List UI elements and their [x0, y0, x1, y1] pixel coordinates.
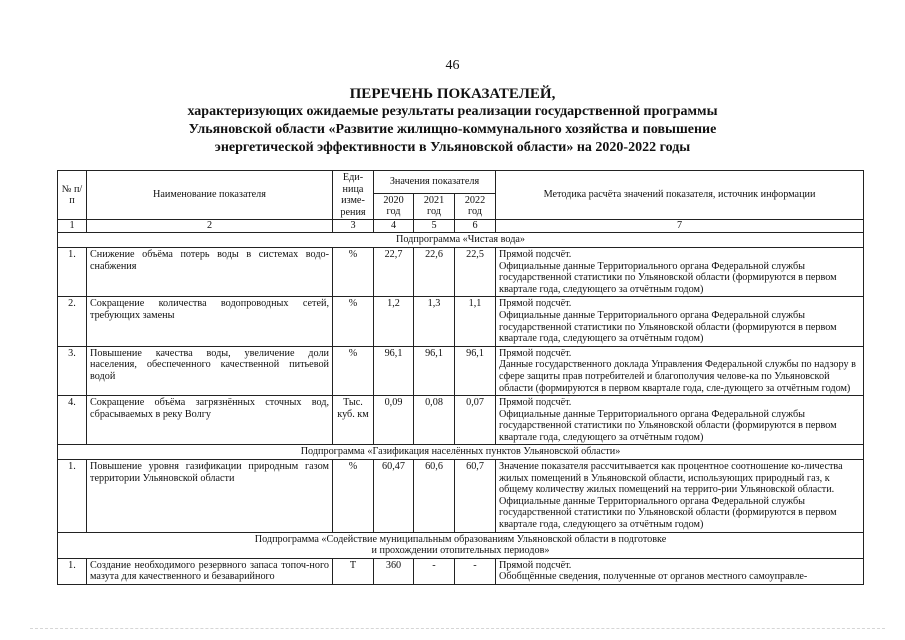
value-2021: -	[414, 558, 455, 584]
table-row	[58, 297, 864, 346]
col-number: 7	[496, 220, 864, 233]
method-text: Прямой подсчёт.	[499, 397, 572, 409]
heading-line-4: энергетической эффективности в Ульяновской области» на 2020-2022 годы	[214, 140, 691, 155]
subprogram-heading: Подпрограмма «Чистая вода»	[58, 233, 864, 248]
method-text: Прямой подсчёт.	[499, 248, 572, 260]
value-2022: 96,1	[455, 346, 496, 395]
value-2022: 60,7	[455, 460, 496, 533]
method-source: Официальные данные Территориального органа Федеральной службы государственной статистики по Ульяновской области (формируются в первом квартале года, следующего за отчётным годом)	[499, 260, 837, 295]
method-text: Прямой подсчёт.	[499, 298, 572, 310]
method-source: Обобщённые сведения, полученные от органов местного самоуправле-	[499, 571, 808, 583]
indicator-name: Повышение качества воды, увеличение доли населения, обеспеченного качественной питьевой водой	[87, 346, 333, 395]
row-number: 1.	[58, 460, 87, 533]
indicator-unit: Т	[333, 558, 374, 584]
header-unit: Еди-ница изме-рения	[333, 171, 374, 220]
heading-title: ПЕРЕЧЕНЬ ПОКАЗАТЕЛЕЙ,	[349, 86, 556, 102]
col-number: 1	[58, 220, 87, 233]
value-2022: 0,07	[455, 396, 496, 445]
heading-line-2: характеризующих ожидаемые результаты реализации государственной программы	[187, 104, 718, 119]
header-method: Методика расчёта значений показателя, источник информации	[496, 171, 864, 220]
indicator-unit: %	[333, 297, 374, 346]
table-row	[58, 247, 864, 296]
col-number: 5	[414, 220, 455, 233]
value-2020: 1,2	[374, 297, 414, 346]
method-cell	[496, 558, 864, 584]
indicator-unit: %	[333, 346, 374, 395]
table-row	[58, 558, 864, 584]
column-numbers-row	[58, 220, 864, 233]
col-number: 4	[374, 220, 414, 233]
header-name: Наименование показателя	[87, 171, 333, 220]
method-source: Официальные данные Территориального органа Федеральной службы государственной статистики по Ульяновской области (формируются в первом квартале года, следующего за отчётным годом)	[499, 309, 837, 345]
header-2022: 2022 год	[455, 193, 496, 220]
method-cell	[496, 247, 864, 296]
indicator-name: Сокращение объёма загрязнённых сточных вод, сбрасываемых в реку Волгу	[87, 396, 333, 445]
method-source: Данные государственного доклада Управления Федеральной службы по надзору в сфере защиты прав потребителей и благополучия челове-ка по Ульяновской области (формируются в первом квартале года, сле-дующего за отчётным годом)	[499, 359, 856, 394]
method-text: Прямой подсчёт.	[499, 347, 572, 359]
value-2021: 1,3	[414, 297, 455, 346]
page-number: 46	[445, 58, 460, 73]
row-number: 2.	[58, 297, 87, 346]
indicator-unit: %	[333, 460, 374, 533]
method-source: Официальные данные Территориального органа Федеральной службы государственной статистики по Ульяновской области (формируются в первом квартале года, следующего за отчётным годом)	[499, 495, 837, 531]
table-row	[58, 346, 864, 395]
subprogram-heading-line: и прохождении отопительных периодов»	[371, 545, 550, 557]
heading-line-3: Ульяновской области «Развитие жилищно-коммунального хозяйства и повышение	[188, 122, 717, 137]
header-num: № п/п	[58, 171, 87, 220]
indicator-unit: Тыс. куб. км	[333, 396, 374, 445]
row-number: 3.	[58, 346, 87, 395]
method-cell	[496, 460, 864, 533]
document-heading	[0, 85, 905, 157]
table-row	[58, 460, 864, 533]
value-2021: 22,6	[414, 247, 455, 296]
indicator-name: Снижение объёма потерь воды в системах водо-снабжения	[87, 247, 333, 296]
value-2020: 22,7	[374, 247, 414, 296]
indicator-name: Создание необходимого резервного запаса топоч-ного мазута для качественного и безаварийного	[87, 558, 333, 584]
indicator-name: Повышение уровня газификации природным газом территории Ульяновской области	[87, 460, 333, 533]
header-2021: 2021 год	[414, 193, 455, 220]
method-text: Значение показателя рассчитывается как процентное соотношение ко-личества жилых помещений в Ульяновской области, использующих природный газ, к общему количеству жилых помещений на террито-рии Ульяновской области.	[499, 461, 843, 496]
value-2021: 0,08	[414, 396, 455, 445]
value-2020: 360	[374, 558, 414, 584]
value-2022: 1,1	[455, 297, 496, 346]
value-2022: 22,5	[455, 247, 496, 296]
method-cell	[496, 396, 864, 445]
indicator-unit: %	[333, 247, 374, 296]
col-number: 2	[87, 220, 333, 233]
subprogram-heading	[58, 532, 864, 558]
col-number: 6	[455, 220, 496, 233]
subprogram-heading: Подпрограмма «Газификация населённых пунктов Ульяновской области»	[58, 445, 864, 460]
method-source: Официальные данные Территориального органа Федеральной службы государственной статистики по Ульяновской области (формируются в первом квартале года, следующего за отчётным годом)	[499, 408, 837, 443]
row-number: 4.	[58, 396, 87, 445]
table-row	[58, 396, 864, 445]
value-2020: 96,1	[374, 346, 414, 395]
header-values-group: Значения показателя	[374, 171, 496, 194]
method-cell	[496, 346, 864, 395]
subprogram-heading-line: Подпрограмма «Содействие муниципальным образованиям Ульяновской области в подготовке	[254, 533, 667, 545]
method-text: Прямой подсчёт.	[499, 559, 572, 571]
row-number: 1.	[58, 247, 87, 296]
value-2021: 96,1	[414, 346, 455, 395]
value-2022: -	[455, 558, 496, 584]
scan-edge	[30, 628, 885, 631]
value-2020: 60,47	[374, 460, 414, 533]
header-2020: 2020 год	[374, 193, 414, 220]
value-2020: 0,09	[374, 396, 414, 445]
indicators-table	[57, 170, 864, 585]
method-cell	[496, 297, 864, 346]
value-2021: 60,6	[414, 460, 455, 533]
col-number: 3	[333, 220, 374, 233]
row-number: 1.	[58, 558, 87, 584]
indicator-name: Сокращение количества водопроводных сетей, требующих замены	[87, 297, 333, 346]
